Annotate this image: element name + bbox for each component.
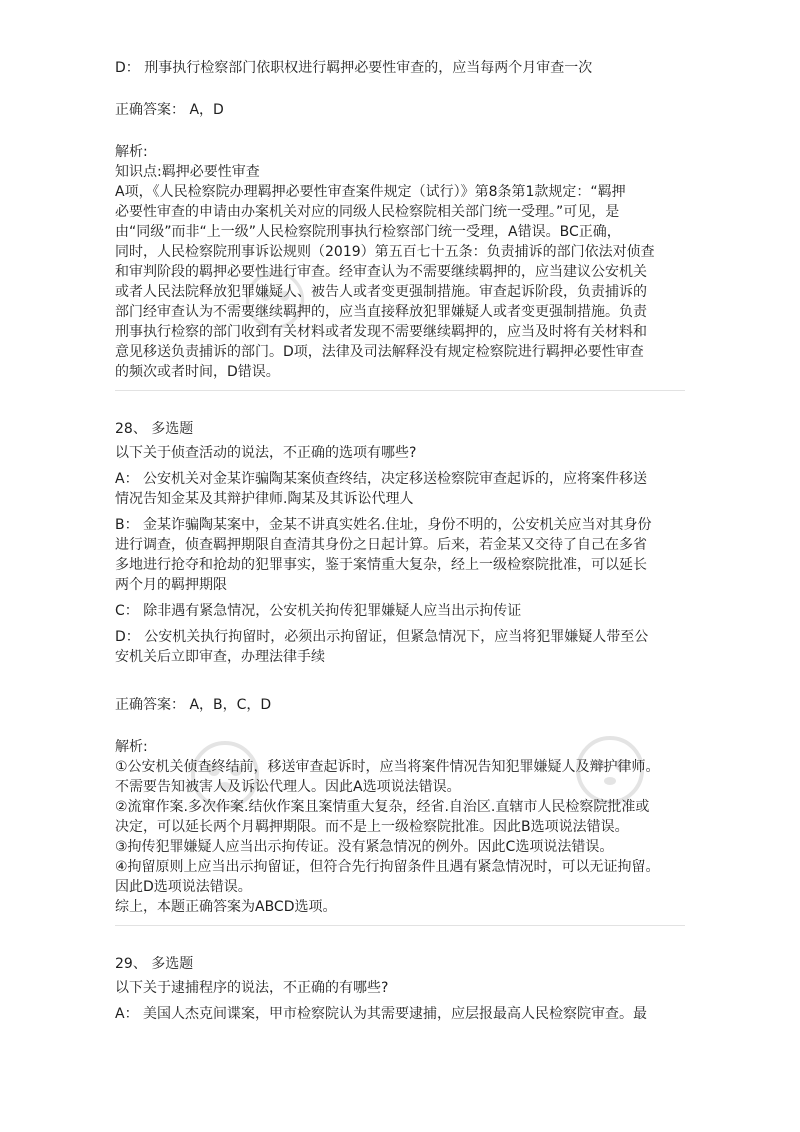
question-header: 28、 多选题 [115, 421, 194, 437]
option-line: 多地进行抢夺和抢劫的犯罪事实，鉴于案情重大复杂，经上一级检察院批准，可以延长 [115, 557, 647, 573]
option-line: A： 美国人杰克间谍案，甲市检察院认为其需要逮捕，应层报最高人民检察院审查。最 [115, 1006, 648, 1022]
correct-answer: 正确答案： A，D [115, 102, 224, 118]
analysis-line: ②流窜作案.多次作案.结伙作案且案情重大复杂，经省.自治区.直辖市人民检察院批准或 [115, 799, 650, 815]
analysis-line: 决定，可以延长两个月羁押期限。而不是上一级检察院批准。因此B选项说法错误。 [115, 819, 629, 835]
analysis-line: 刑事执行检察的部门收到有关材料或者发现不需要继续羁押的，应当及时将有关材料和 [115, 324, 647, 340]
option-a [115, 469, 685, 509]
option-line: 进行调查，侦查羁押期限自查清其身份之日起计算。后来，若金某又交待了自己在多省 [115, 537, 647, 553]
analysis-label: 解析: [115, 144, 148, 160]
option-line: C： 除非遇有紧急情况，公安机关拘传犯罪嫌疑人应当出示拘传证 [115, 603, 522, 619]
option-b [115, 515, 685, 595]
analysis-line: 必要性审查的申请由办案机关对应的同级人民检察院相关部门统一受理。”可见，是 [115, 204, 620, 220]
correct-answer: 正确答案： A，B，C，D [115, 697, 272, 713]
analysis-line: 知识点:羁押必要性审查 [115, 164, 260, 180]
analysis-line: ④拘留原则上应当出示拘留证，但符合先行拘留条件且遇有紧急情况时，可以无证拘留。 [115, 859, 660, 875]
analysis-body [115, 757, 685, 917]
analysis-line: A项，《人民检察院办理羁押必要性审查案件规定（试行）》第8条第1款规定：“羁押 [115, 184, 626, 200]
analysis-line: ①公安机关侦查终结前，移送审查起诉时，应当将案件情况告知犯罪嫌疑人及辩护律师。 [115, 759, 660, 775]
option-c [115, 601, 685, 621]
question-28 [115, 419, 685, 917]
option-line: B： 金某诈骗陶某案中，金某不讲真实姓名.住址，身份不明的，公安机关应当对其身份 [115, 517, 652, 533]
analysis-line: 或者人民法院释放犯罪嫌疑人、被告人或者变更强制措施。审查起诉阶段，负责捕诉的 [115, 284, 647, 300]
analysis-body [115, 162, 685, 382]
option-line: D： 公安机关执行拘留时，必须出示拘留证，但紧急情况下，应当将犯罪嫌疑人带至公 [115, 629, 649, 645]
analysis-line: 综上，本题正确答案为ABCD选项。 [115, 899, 337, 915]
analysis-label: 解析: [115, 739, 148, 755]
analysis-line: ③拘传犯罪嫌疑人应当出示拘传证。没有紧急情况的例外。因此C选项说法错误。 [115, 839, 614, 855]
analysis-line: 不需要告知被害人及诉讼代理人。因此A选项说法错误。 [115, 779, 461, 795]
analysis-line: 意见移送负责捕诉的部门。D项，法律及司法解释没有规定检察院进行羁押必要性审查 [115, 344, 644, 360]
option-d-previous: D： 刑事执行检察部门依职权进行羁押必要性审查的，应当每两个月审查一次 [115, 60, 593, 76]
option-line: 两个月的羁押期限 [115, 577, 227, 593]
question-stem: 以下关于侦查活动的说法，不正确的选项有哪些? [115, 445, 417, 461]
analysis-line: 部门经审查认为不需要继续羁押的，应当直接释放犯罪嫌疑人或者变更强制措施。负责 [115, 304, 647, 320]
option-line: 安机关后立即审查，办理法律手续 [115, 649, 325, 665]
option-line: A： 公安机关对金某诈骗陶某案侦查终结，决定移送检察院审查起诉的，应将案件移送 [115, 471, 648, 487]
document-page [115, 58, 685, 1030]
question-29 [115, 954, 685, 1024]
analysis-line: 和审判阶段的羁押必要性进行审查。经审查认为不需要继续羁押的，应当建议公安机关 [115, 264, 647, 280]
analysis-line: 由“同级”而非“上一级”人民检察院刑事执行检察部门统一受理，A错误。BC正确， [115, 224, 621, 240]
analysis-line: 的频次或者时间，D错误。 [115, 364, 280, 380]
option-a [115, 1004, 685, 1024]
question-header: 29、 多选题 [115, 956, 194, 972]
analysis-line: 因此D选项说法错误。 [115, 879, 252, 895]
option-d [115, 627, 685, 667]
question-stem: 以下关于逮捕程序的说法，不正确的有哪些? [115, 980, 389, 996]
option-line: 情况告知金某及其辩护律师.陶某及其诉讼代理人 [115, 491, 414, 507]
analysis-line: 同时，人民检察院刑事诉讼规则（2019）第五百七十五条：负责捕诉的部门依法对侦查 [115, 244, 655, 260]
